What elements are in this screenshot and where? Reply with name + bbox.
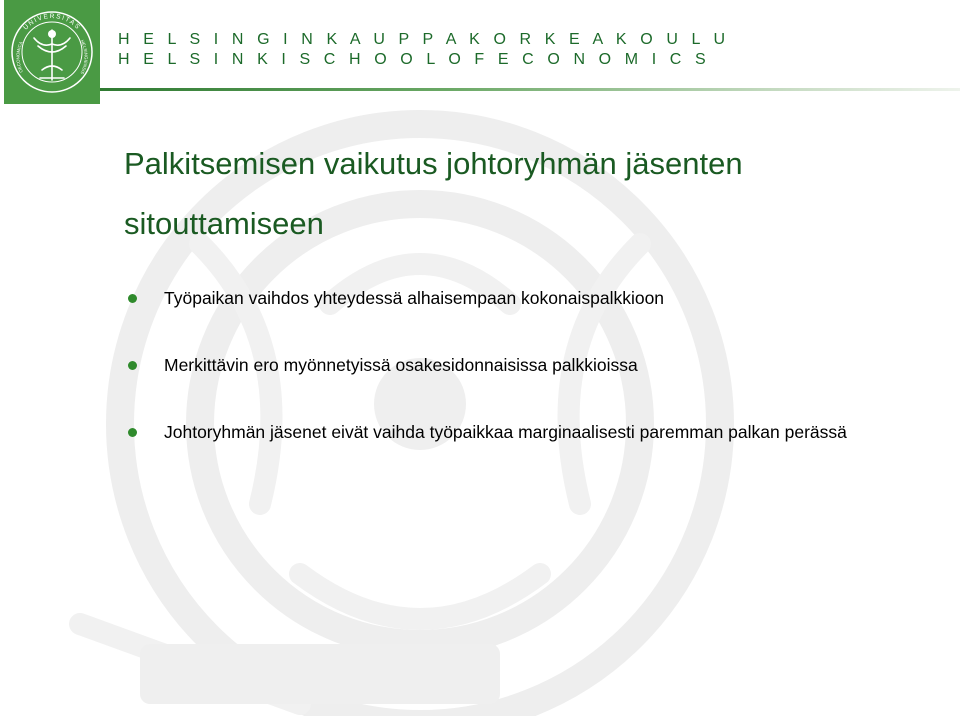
bullet-text: Johtoryhmän jäsenet eivät vaihda työpaikkaa marginaalisesti paremman palkan perässä <box>164 422 847 442</box>
school-name-finnish: H E L S I N G I N K A U P P A K O R K E A K O U L U <box>118 31 730 48</box>
school-name-english: H E L S I N K I S C H O O L O F E C O N O M I C S <box>118 51 711 68</box>
seal-ring-text: UNIVERSITAS <box>22 12 82 32</box>
bullet-item <box>128 284 888 312</box>
bullet-list <box>128 284 888 485</box>
header-divider <box>100 88 960 91</box>
seal-ring-text-right: HELSINGIENSIS <box>79 38 89 76</box>
bullet-text: Työpaikan vaihdos yhteydessä alhaisempaan kokonaispalkkioon <box>164 288 665 308</box>
bullet-text: Merkittävin ero myönnetyissä osakesidonnaisissa palkkioissa <box>164 355 638 375</box>
university-seal-icon <box>4 0 100 104</box>
bullet-dot-icon <box>128 294 137 303</box>
bullet-dot-icon <box>128 428 137 437</box>
school-name <box>118 30 730 70</box>
bullet-item <box>128 418 888 446</box>
slide-title: Palkitsemisen vaikutus johtoryhmän jäsenten sitouttamiseen <box>124 146 743 241</box>
seal-ring-text-left: OECONOMICA <box>15 40 24 74</box>
university-logo <box>4 0 100 104</box>
bullet-dot-icon <box>128 361 137 370</box>
bullet-item <box>128 351 888 379</box>
